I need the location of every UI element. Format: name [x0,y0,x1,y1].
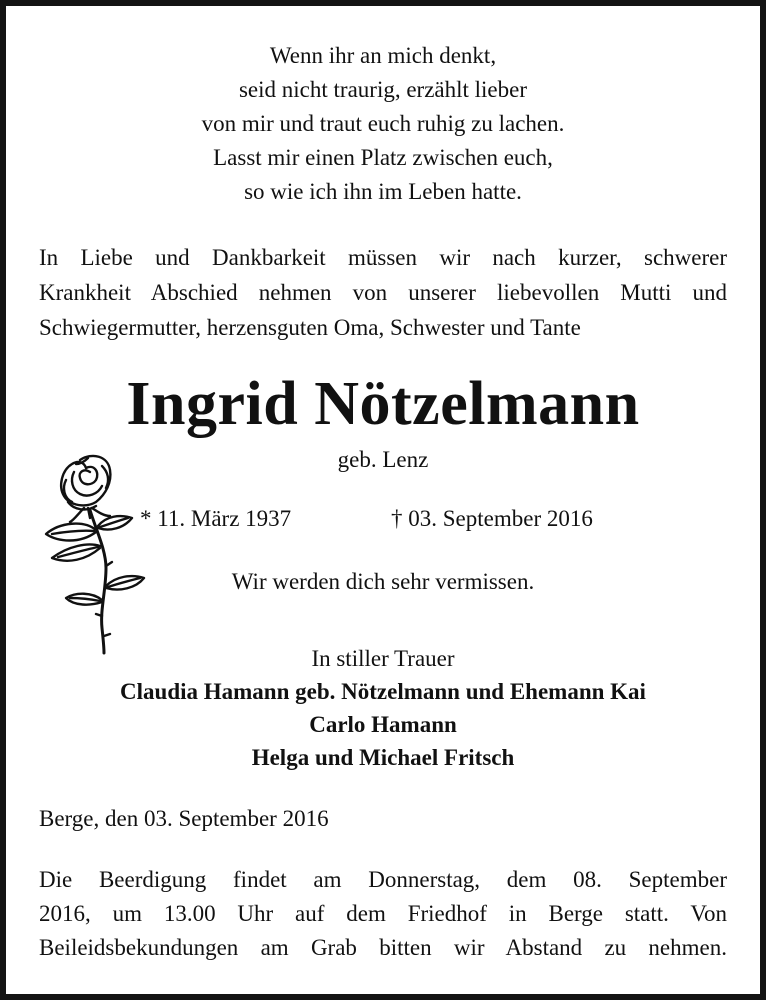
poem-line: von mir und traut euch ruhig zu lachen. [201,111,565,136]
rose-icon [40,450,150,655]
funeral-line: 2016, um 13.00 Uhr auf dem Friedhof in Berge statt. Von [39,901,727,926]
deceased-name: Ingrid Nötzelmann [126,370,640,438]
poem-line: Lasst mir einen Platz zwischen euch, [213,145,553,170]
farewell-line: Wir werden dich sehr vermissen. [231,569,535,594]
mourner-name: Carlo Hamann [309,712,457,737]
place-date: Berge, den 03. September 2016 [39,806,329,831]
mourner-name: Claudia Hamann geb. Nötzelmann und Ehemann Kai [120,679,646,704]
intro-paragraph [39,240,727,345]
intro-line: Schwiegermutter, herzensguten Oma, Schwester und Tante [39,315,581,340]
funeral-line: Beileidsbekundungen am Grab bitten wir Abstand zu nehmen. [39,935,727,960]
mourners-block [6,642,760,774]
mourners-heading: In stiller Trauer [311,646,455,671]
poem [6,39,760,209]
poem-line: seid nicht traurig, erzählt lieber [238,77,528,102]
maiden-name: geb. Lenz [337,447,429,472]
death-date: † 03. September 2016 [391,506,593,531]
mourner-name: Helga und Michael Fritsch [251,745,515,770]
poem-line: Wenn ihr an mich denkt, [269,43,497,68]
poem-line: so wie ich ihn im Leben hatte. [244,179,522,204]
birth-date: * 11. März 1937 [140,506,292,531]
intro-line: Krankheit Abschied nehmen von unserer liebevollen Mutti und [39,280,727,305]
funeral-info [39,863,727,965]
funeral-line: Die Beerdigung findet am Donnerstag, dem 08. September [39,867,727,892]
intro-line: In Liebe und Dankbarkeit müssen wir nach kurzer, schwerer [39,245,727,270]
